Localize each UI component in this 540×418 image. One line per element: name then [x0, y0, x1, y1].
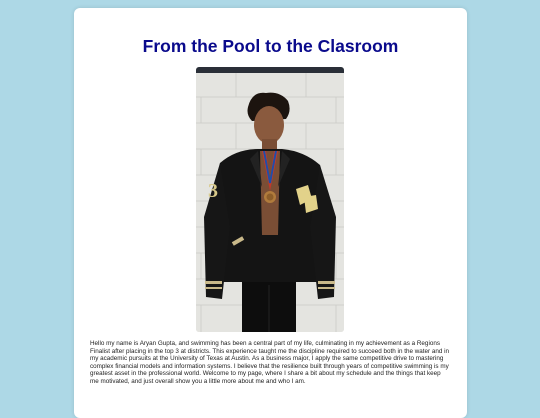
content-card — [74, 8, 467, 418]
profile-photo — [196, 67, 344, 332]
bio-paragraph: Hello my name is Aryan Gupta, and swimming has been a central part of my life, culminating in my achievement as a Regions Finalist after placing in the top 3 at districts. This experience taught me the discipline required to succeed both in the water and in my academic pursuits at the University of Texas at Austin. As a business major, I apply the same competitive drive to mastering complex financial models and information systems. I believe that the resilience built through years of competitive swimming is my greatest asset in the professional world. Welcome to my page, where I share a bit about my schedule and the things that keep me motivated, and just overall show you a little more about me and who I am. — [90, 340, 450, 385]
page-title: From the Pool to the Clasroom — [142, 36, 399, 56]
svg-text:3: 3 — [208, 180, 218, 202]
